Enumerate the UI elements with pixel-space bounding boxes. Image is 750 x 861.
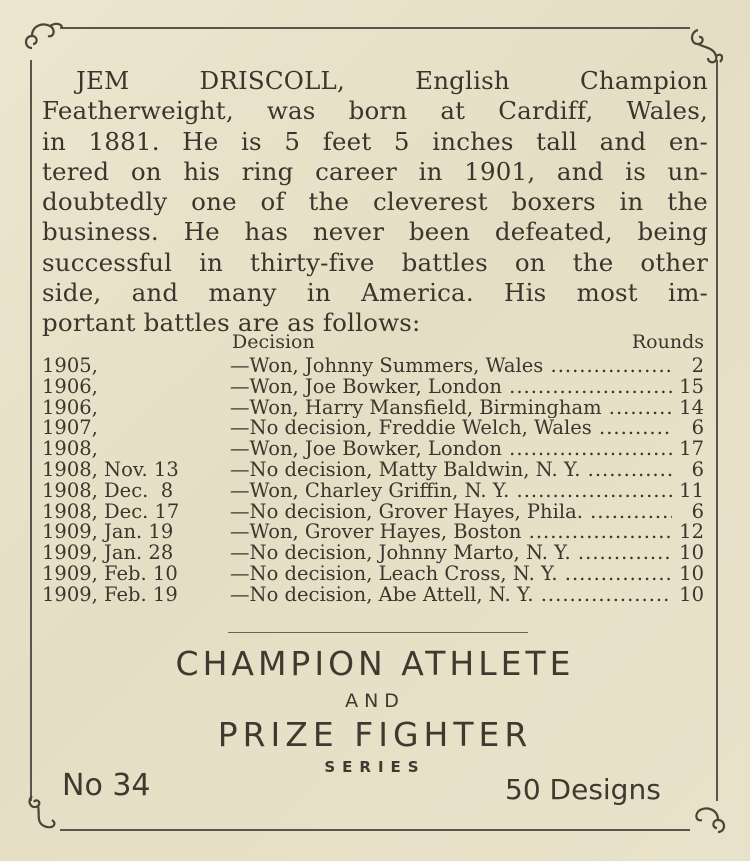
decision-header: Decision bbox=[232, 331, 315, 353]
fight-rounds: 10 bbox=[679, 582, 704, 606]
fight-date: 1908, Dec. 17 bbox=[42, 499, 180, 523]
fight-row bbox=[42, 374, 708, 398]
divider bbox=[228, 632, 528, 633]
fight-result: —Won, Joe Bowker, London ..... bbox=[230, 377, 672, 398]
fight-date: 1908, bbox=[42, 437, 98, 461]
fight-row bbox=[42, 522, 708, 543]
fight-result: —No decision, Freddie Welch, Wales ..... bbox=[230, 418, 672, 439]
bio-line: Featherweight, was born at Cardiff, Wales, bbox=[42, 96, 708, 126]
fight-result: —Won, Harry Mansfield, Birmingham ..... bbox=[230, 398, 672, 419]
fight-result: —Won, Johnny Summers, Wales ..... bbox=[230, 356, 672, 377]
series-title-line4: SERIES bbox=[324, 758, 426, 776]
fight-row bbox=[42, 582, 708, 606]
bio-line: doubtedly one of the cleverest boxers in the bbox=[42, 187, 708, 217]
bio-line: in 1881. He is 5 feet 5 inches tall and en- bbox=[42, 126, 708, 156]
designs-count: 50 Designs bbox=[505, 773, 661, 806]
fight-rounds: 2 bbox=[691, 354, 704, 377]
series-title-line1: CHAMPION ATHLETE bbox=[175, 644, 575, 683]
rounds-header: Rounds bbox=[631, 331, 704, 353]
fight-date: 1909, Jan. 19 bbox=[42, 520, 174, 544]
fight-result: —No decision, Johnny Marto, N. Y. ..... bbox=[230, 543, 672, 564]
fight-result: —Won, Grover Hayes, Boston ..... bbox=[230, 522, 672, 543]
fight-rounds: 12 bbox=[679, 520, 704, 544]
fight-row bbox=[42, 499, 708, 523]
bio-line-last: portant battles are as follows: bbox=[42, 308, 421, 338]
series-title-line2: AND bbox=[345, 690, 405, 712]
fight-date: 1905, bbox=[42, 354, 98, 377]
scroll-ornament-icon bbox=[684, 22, 728, 66]
fight-result: —No decision, Leach Cross, N. Y. ..... bbox=[230, 564, 672, 585]
fight-row bbox=[42, 478, 708, 502]
bio-line: side, and many in America. His most im- bbox=[42, 278, 708, 308]
scroll-ornament-icon bbox=[20, 14, 64, 58]
bio-line: JEM DRISCOLL, English Champion bbox=[76, 66, 708, 95]
fight-date: 1906, bbox=[42, 395, 98, 419]
card-number: No 34 bbox=[62, 768, 151, 803]
fight-row bbox=[42, 418, 708, 439]
scroll-ornament-icon bbox=[688, 796, 732, 840]
fight-result: —No decision, Grover Hayes, Phila. ..... bbox=[230, 502, 672, 523]
border-bottom bbox=[60, 829, 690, 831]
fight-date: 1909, Jan. 28 bbox=[42, 541, 174, 565]
fight-date: 1908, Dec. 8 bbox=[42, 478, 174, 502]
fight-rounds: 6 bbox=[691, 457, 704, 481]
fight-row bbox=[42, 439, 708, 460]
fight-rounds: 10 bbox=[679, 561, 704, 585]
border-top bbox=[60, 27, 690, 29]
fight-rounds: 15 bbox=[679, 374, 704, 398]
bio-line: business. He has never been defeated, being bbox=[42, 217, 708, 247]
series-title-line3: PRIZE FIGHTER bbox=[217, 715, 533, 754]
fight-date: 1906, bbox=[42, 374, 98, 398]
fight-row bbox=[42, 543, 708, 564]
fight-date: 1907, bbox=[42, 416, 98, 440]
fight-result: —Won, Charley Griffin, N. Y. ..... bbox=[230, 481, 672, 502]
fight-row bbox=[42, 457, 708, 481]
fight-row bbox=[42, 356, 708, 377]
fight-date: 1909, Feb. 10 bbox=[42, 561, 178, 585]
fight-rounds: 14 bbox=[679, 395, 704, 419]
fight-row bbox=[42, 561, 708, 585]
bio-line: tered on his ring career in 1901, and is un- bbox=[42, 156, 708, 186]
fight-rounds: 6 bbox=[691, 416, 704, 440]
fight-rounds: 11 bbox=[679, 478, 704, 502]
fight-rounds: 10 bbox=[679, 541, 704, 565]
fight-date: 1909, Feb. 19 bbox=[42, 582, 178, 606]
fight-rounds: 6 bbox=[691, 499, 704, 523]
biography-text bbox=[42, 66, 708, 339]
fight-record-list bbox=[42, 356, 708, 606]
fight-table-header bbox=[42, 331, 708, 355]
fight-result: —No decision, Abe Attell, N. Y. ..... bbox=[230, 585, 672, 606]
fight-rounds: 17 bbox=[679, 437, 704, 461]
bio-line: successful in thirty-five battles on the other bbox=[42, 247, 708, 277]
fight-result: —No decision, Matty Baldwin, N. Y. ..... bbox=[230, 460, 672, 481]
scroll-ornament-icon bbox=[22, 788, 66, 832]
fight-result: —Won, Joe Bowker, London ..... bbox=[230, 439, 672, 460]
fight-date: 1908, Nov. 13 bbox=[42, 457, 179, 481]
fight-row bbox=[42, 395, 708, 419]
